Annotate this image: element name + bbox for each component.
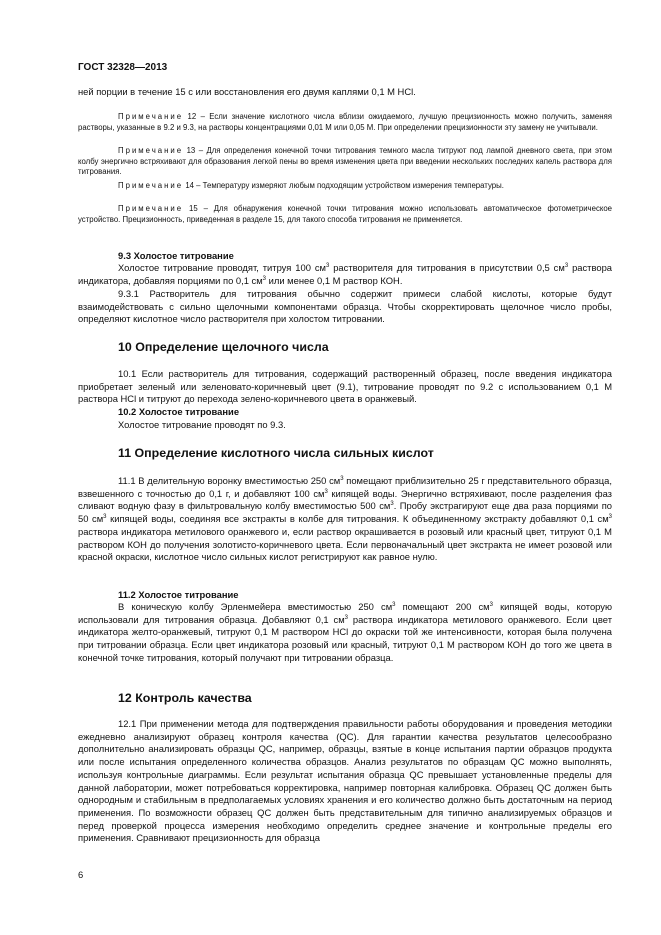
page-number: 6 [78, 869, 84, 880]
s10-paragraph-1: 10.1 Если растворитель для титрования, содержащий растворенный образец, после введения индикатора приобретает зеленый или зеленовато-коричневый цвет (9.1), титрование проводят по 9.2 с использованием 0,1 М раствора HCl и титруют до перехода зелено-коричневого цвета в оранжевый. [78, 368, 612, 405]
s12-paragraph-1: 12.1 При применении метода для подтверждения правильности работы оборудования и проведения методики ежедневно анализируют образец контроля качества (QC). Для гарантии качества результатов целесообразно дополнительно анализировать образцы QC, например, образцы, взятые в конце испытания партии образцов продукта или после испытания определенного количества образцов. Анализ результатов по образцам QC можно выполнять, используя контрольные диаграммы. Если результат испытания образца QC превышает установленные пределы для данной лаборатории, может потребоваться корректировка, например повторная калибровка. Образец QC должен быть однородным и стабильным в предполагаемых условиях хранения и его количество должно быть достаточным на период применения. По возможности образец QC должен быть представительным для типично анализируемых образцов и перед проверкой процесса измерения необходимо определить среднее значение и контрольные пределы его применения. Сравнивают прецизионность для образца [78, 718, 612, 844]
s10-paragraph-2: Холостое титрование проводят по 9.3. [118, 419, 286, 430]
note-14: Примечание 14 – Температуру измеряют любым подходящим устройством измерения температуры. [118, 181, 504, 190]
intro-paragraph: ней порции в течение 15 с или восстановления его двумя каплями 0,1 М HCl. [78, 86, 416, 97]
s11-paragraph-2: В коническую колбу Эрленмейера вместимостью 250 $см^3$ помещают 200 $см^3$ кипящей воды, которую использовали для титрования образца. Добавляют 0,1 $см^3$ раствора индикатора метилового оранжевого. Если цвет индикатора желто-оранжевый, титруют 0,1 М раствором HCl до окраски той же интенсивности, которая была получена при титровании образца. Если цвет индикатора розовый или красный, титруют 0,1 М раствором КОН до того же цвета в конечной точке титрования, который получают при титровании образца. [78, 601, 612, 663]
subsection-9-3-title: 9.3 Холостое титрование [118, 250, 234, 261]
document-header: ГОСТ 32328—2013 [78, 62, 168, 73]
subsection-10-2-title: 10.2 Холостое титрование [118, 406, 240, 417]
note-label: Примечание [118, 181, 184, 190]
note-12: Примечание 12 – Если значение кислотного числа вблизи ожидаемого, лучшую прецизионность можно получить, заменяя растворы, указанные в 9.2 и 9.3, на растворы концентрациями 0,01 М или 0,05 М. При определении прецизионности эту замену не учитывали. [78, 112, 612, 132]
s93-paragraph-1: Холостое титрование проводят, титруя 100 $см^3$ растворителя для титрования в присутствии 0,5 $см^3$ раствора индикатора, добавляя порциями по 0,1 $см^3$ или менее 0,1 М раствор КОН. [78, 262, 612, 286]
note-label: Примечание [118, 112, 184, 121]
section-11-title: 11 Определение кислотного числа сильных кислот [118, 446, 434, 460]
note-label: Примечание [118, 146, 184, 155]
note-label: Примечание [118, 204, 184, 213]
subsection-11-2-title: 11.2 Холостое титрование [118, 589, 239, 600]
s93-paragraph-2: 9.3.1 Растворитель для титрования обычно содержит примеси слабой кислоты, которые будут взаимодействовать с сильно щелочными компонентами образца. Чтобы скорректировать щелочное число пробы, определяют кислотное число растворителя при холостом титровании. [78, 288, 612, 325]
section-10-title: 10 Определение щелочного числа [118, 340, 329, 354]
s11-paragraph-1: 11.1 В делительную воронку вместимостью 250 $см^3$ помещают приблизительно 25 г представительного образца, взвешенного с точностью до 0,1 г, и добавляют 100 $см^3$ кипящей воды. Энергично встряхивают, после разделения фаз сливают водную фазу в фильтровальную колбу вместимостью 500 $см^3$. Пробу экстрагируют еще два раза порциями по 50 $см^3$ кипящей воды, соединяя все экстракты в колбе для титрования. К объединенному экстракту добавляют 0,1 $см^3$ раствора индикатора метилового оранжевого и, если раствор окрашивается в розовый или красный цвет, титруют 0,1 М раствором КОН до получения золотисто-коричневого цвета. Если первоначальный цвет экстракта не имеет розовой или красной окраски, кислотное число сильных кислот регистрируют как равное нулю. [78, 475, 613, 563]
note-13: Примечание 13 – Для определения конечной точки титрования темного масла титруют под лампой дневного света, при этом колбу энергично встряхивают для образования легкой пены во время изменения цвета при введении нескольких последних капель раствора для титрования. [78, 146, 612, 177]
section-12-title: 12 Контроль качества [118, 691, 252, 705]
note-15: Примечание 15 – Для обнаружения конечной точки титрования можно использовать автоматическое фотометрическое устройство. Прецизионность, приведенная в разделе 15, для такого способа титрования не применяется. [78, 204, 613, 224]
